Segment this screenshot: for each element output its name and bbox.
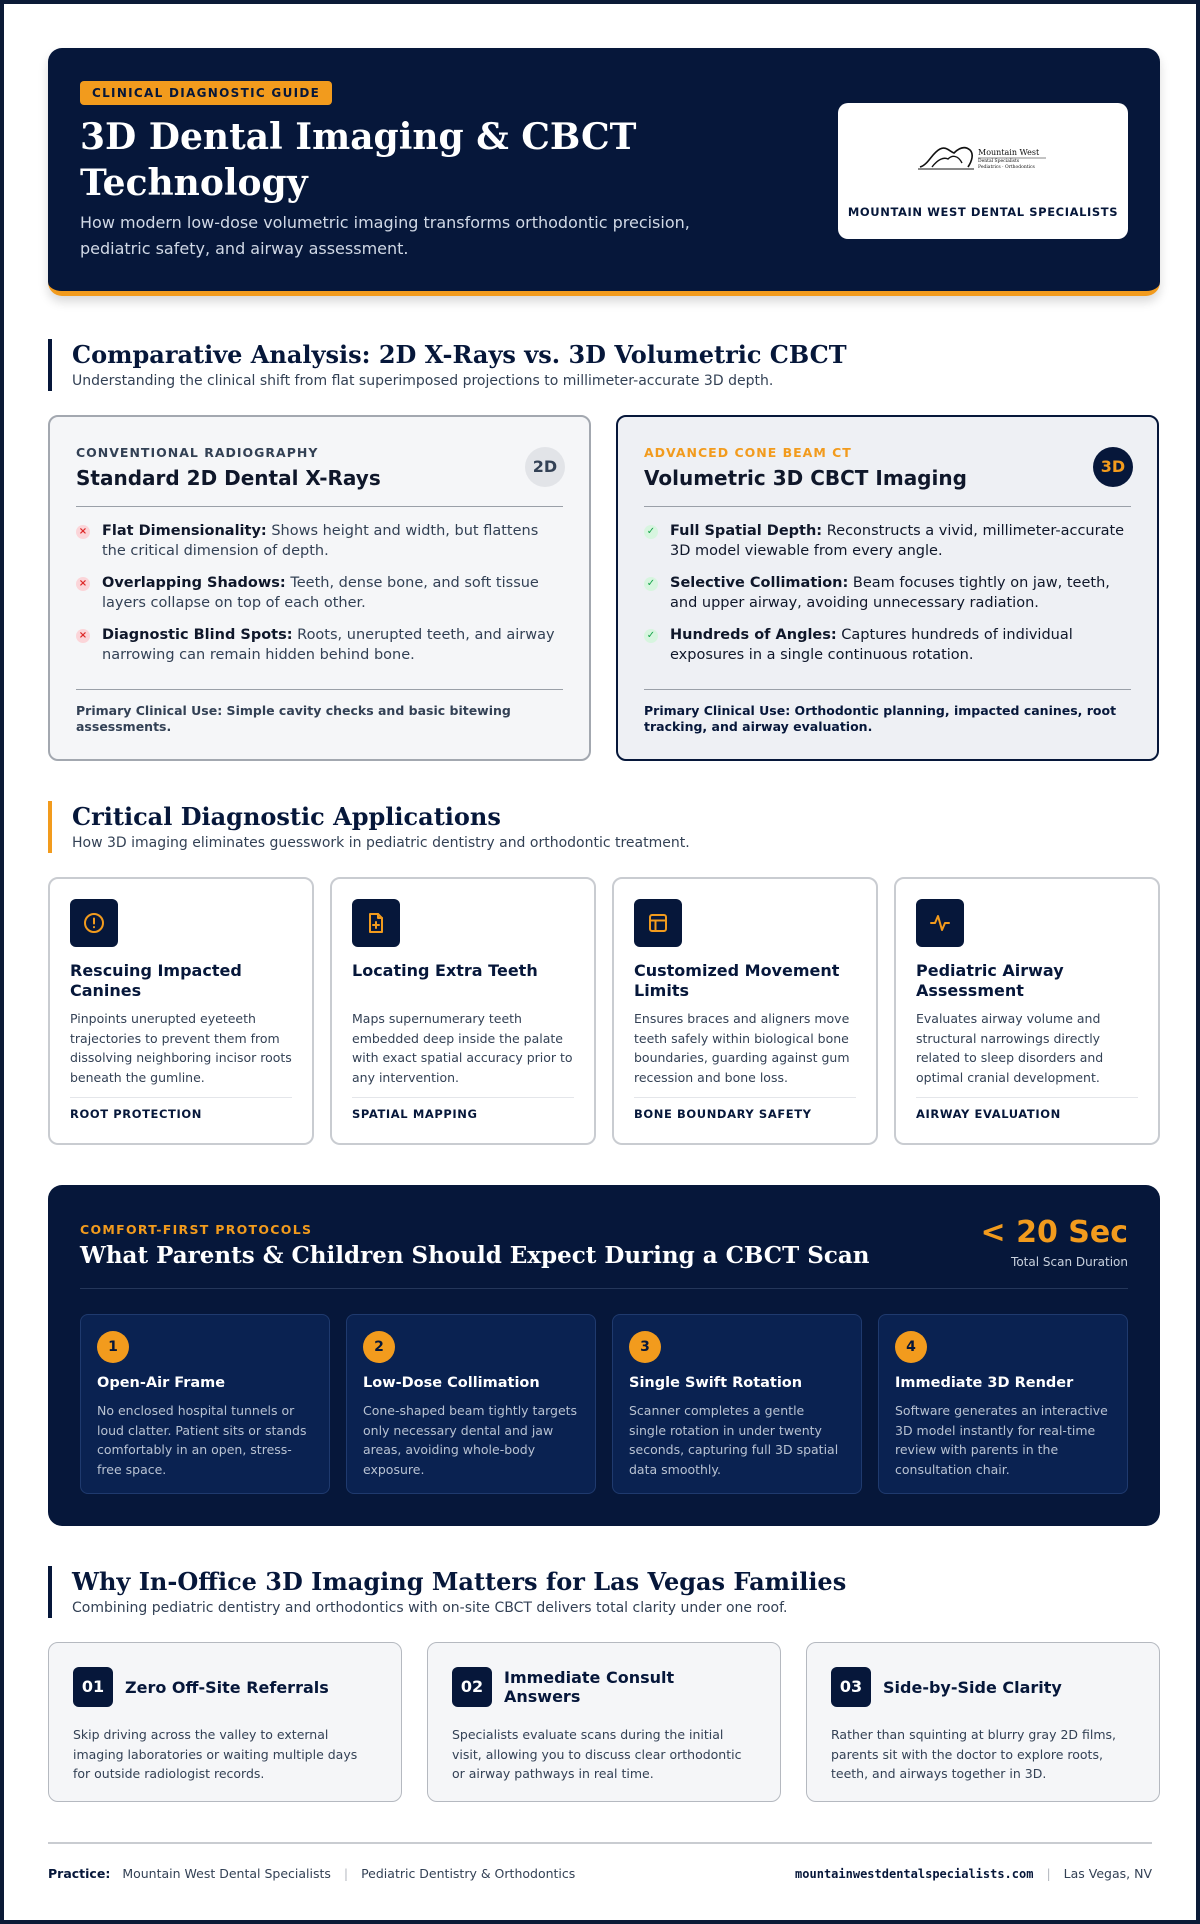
comparison-card-2d: [48, 415, 591, 761]
footer-divider: [48, 1842, 1152, 1844]
hero-banner: [48, 48, 1160, 296]
application-description: Evaluates airway volume and structural narrowings directly related to sleep disorders and optimal cranial development.: [916, 1011, 1104, 1085]
comparison-section-header: [48, 339, 1160, 391]
benefit-number: 03: [831, 1667, 871, 1707]
application-title: Customized Movement Limits: [634, 961, 840, 1000]
divider: [634, 1097, 856, 1098]
benefit-description: Skip driving across the valley to external imaging laboratories or waiting multiple days for outside radiologist records.: [73, 1727, 358, 1782]
step-title: Single Swift Rotation: [629, 1375, 803, 1391]
step-number: 3: [629, 1331, 661, 1363]
card-eyebrow: ADVANCED CONE BEAM CT: [644, 445, 852, 460]
item-label: Hundreds of Angles:: [670, 627, 837, 643]
divider: [70, 1097, 292, 1098]
list-item: [76, 573, 563, 613]
comfort-title: What Parents & Children Should Expect During a CBCT Scan: [80, 1242, 870, 1269]
divider: [76, 506, 563, 507]
application-tag: BONE BOUNDARY SAFETY: [634, 1107, 812, 1121]
scan-duration-stat: < 20 Sec: [980, 1215, 1128, 1250]
step-description: Cone-shaped beam tightly targets only necessary dental and jaw areas, avoiding whole-body exposure.: [363, 1403, 578, 1477]
alert-circle-icon: [70, 899, 118, 947]
benefit-number: 01: [73, 1667, 113, 1707]
application-description: Pinpoints unerupted eyeteeth trajectories to prevent them from dissolving neighboring incisor roots beneath the gumline.: [70, 1011, 292, 1085]
benefit-title: Zero Off-Site Referrals: [125, 1677, 329, 1697]
applications-title: Critical Diagnostic Applications: [72, 802, 501, 831]
application-card: [612, 877, 878, 1145]
check-icon: ✓: [644, 629, 658, 643]
item-text: Reconstructs a vivid, millimeter-accurate 3D model viewable from every angle.: [670, 523, 1125, 559]
benefit-title: Side-by-Side Clarity: [883, 1677, 1062, 1697]
application-tag: ROOT PROTECTION: [70, 1107, 202, 1121]
divider: [76, 689, 563, 690]
application-tag: SPATIAL MAPPING: [352, 1107, 478, 1121]
why-title: Why In-Office 3D Imaging Matters for Las Vegas Families: [72, 1567, 847, 1596]
file-plus-icon: [352, 899, 400, 947]
application-card: [894, 877, 1160, 1145]
pulse-icon: [916, 899, 964, 947]
application-description: Ensures braces and aligners move teeth safely within biological bone boundaries, guarding against gum recession and bone loss.: [634, 1011, 850, 1085]
step-title: Open-Air Frame: [97, 1375, 226, 1391]
application-title: Locating Extra Teeth: [352, 961, 538, 980]
divider: [352, 1097, 574, 1098]
comfort-protocols-panel: [48, 1185, 1160, 1526]
comparison-card-3d: [616, 415, 1159, 761]
application-card: [330, 877, 596, 1145]
x-mark-icon: ×: [76, 577, 90, 591]
guide-badge: CLINICAL DIAGNOSTIC GUIDE: [80, 81, 332, 105]
primary-use-note: Primary Clinical Use: Orthodontic planning, impacted canines, root tracking, and airway evaluation.: [644, 703, 1117, 734]
footer-location: Las Vegas, NV: [1063, 1866, 1152, 1881]
item-label: Overlapping Shadows:: [102, 575, 286, 591]
benefit-number: 02: [452, 1667, 492, 1707]
dimension-badge: 2D: [525, 447, 565, 487]
practice-name-caption: MOUNTAIN WEST DENTAL SPECIALISTS: [847, 205, 1119, 219]
step-title: Immediate 3D Render: [895, 1375, 1074, 1391]
card-title: Standard 2D Dental X-Rays: [76, 466, 381, 490]
step-number: 2: [363, 1331, 395, 1363]
list-item: [644, 573, 1131, 613]
step-description: No enclosed hospital tunnels or loud clatter. Patient sits or stands comfortably in an open, stress-free space.: [97, 1403, 307, 1477]
footer-contact: [795, 1866, 1152, 1881]
why-section-header: [48, 1566, 1160, 1618]
separator: |: [1046, 1866, 1051, 1881]
why-subtitle: Combining pediatric dentistry and orthodontics with on-site CBCT delivers total clarity under one roof.: [72, 1600, 788, 1616]
benefit-card: [806, 1642, 1160, 1802]
scan-duration-label: Total Scan Duration: [1011, 1255, 1128, 1269]
footer-practice-info: [48, 1866, 575, 1881]
application-description: Maps supernumerary teeth embedded deep inside the palate with exact spatial accuracy prior to any intervention.: [352, 1011, 573, 1085]
benefit-description: Specialists evaluate scans during the initial visit, allowing you to discuss clear orthodontic or airway pathways in real time.: [452, 1727, 742, 1782]
applications-subtitle: How 3D imaging eliminates guesswork in pediatric dentistry and orthodontic treatment.: [72, 835, 690, 851]
check-icon: ✓: [644, 577, 658, 591]
logo-line-1: Mountain West: [978, 148, 1040, 157]
separator: |: [343, 1866, 349, 1881]
card-title: Volumetric 3D CBCT Imaging: [644, 466, 967, 490]
step-number: 4: [895, 1331, 927, 1363]
application-card: [48, 877, 314, 1145]
item-text: Shows height and width, but flattens the critical dimension of depth.: [102, 523, 539, 559]
applications-section-header: [48, 801, 1160, 853]
primary-use-note: Primary Clinical Use: Simple cavity checks and basic bitewing assessments.: [76, 703, 511, 734]
website-link[interactable]: mountainwestdentalspecialists.com: [795, 1867, 1034, 1881]
step-card: [612, 1314, 862, 1494]
divider: [644, 506, 1131, 507]
item-label: Full Spatial Depth:: [670, 523, 823, 539]
divider: [644, 689, 1131, 690]
footer-specialty: Pediatric Dentistry & Orthodontics: [361, 1866, 576, 1881]
list-item: [76, 625, 563, 665]
comparison-subtitle: Understanding the clinical shift from flat superimposed projections to millimeter-accurate 3D depth.: [72, 373, 774, 389]
practice-logo-card: [838, 103, 1128, 239]
item-label: Diagnostic Blind Spots:: [102, 627, 293, 643]
list-item: [644, 625, 1131, 665]
practice-logo: [918, 141, 1053, 175]
benefit-card: [48, 1642, 402, 1802]
check-icon: ✓: [644, 525, 658, 539]
application-tag: AIRWAY EVALUATION: [916, 1107, 1061, 1121]
item-text: Beam focuses tightly on jaw, teeth, and upper airway, avoiding unnecessary radiation.: [670, 575, 1110, 611]
benefit-card: [427, 1642, 781, 1802]
item-text: Teeth, dense bone, and soft tissue layers collapse on top of each other.: [102, 575, 539, 611]
list-item: [644, 521, 1131, 561]
list-item: [76, 521, 563, 561]
step-description: Software generates an interactive 3D model instantly for real-time review with parents in the consultation chair.: [895, 1403, 1108, 1477]
divider: [80, 1288, 1128, 1289]
benefit-title: Immediate Consult Answers: [504, 1668, 675, 1706]
item-label: Flat Dimensionality:: [102, 523, 267, 539]
page-subtitle: How modern low-dose volumetric imaging transforms orthodontic precision, pediatric safety, and airway assessment.: [80, 213, 690, 258]
logo-line-3: Pediatrics · Orthodontics: [978, 165, 1035, 170]
application-title: Pediatric Airway Assessment: [916, 961, 1064, 1000]
step-title: Low-Dose Collimation: [363, 1375, 540, 1391]
item-text: Roots, unerupted teeth, and airway narrowing can remain hidden behind bone.: [102, 627, 555, 663]
limitations-list: [76, 521, 563, 665]
page-footer: [48, 1866, 1152, 1881]
x-mark-icon: ×: [76, 525, 90, 539]
layout-icon: [634, 899, 682, 947]
comparison-title: Comparative Analysis: 2D X-Rays vs. 3D Volumetric CBCT: [72, 340, 847, 369]
comfort-eyebrow: COMFORT-FIRST PROTOCOLS: [80, 1222, 313, 1237]
item-text: Captures hundreds of individual exposures in a single continuous rotation.: [670, 627, 1073, 663]
benefits-list: [644, 521, 1131, 665]
step-card: [346, 1314, 596, 1494]
item-label: Selective Collimation:: [670, 575, 849, 591]
benefit-description: Rather than squinting at blurry gray 2D films, parents sit with the doctor to explore roots, teeth, and airways together in 3D.: [831, 1727, 1117, 1782]
step-number: 1: [97, 1331, 129, 1363]
application-title: Rescuing Impacted Canines: [70, 961, 242, 1000]
x-mark-icon: ×: [76, 629, 90, 643]
footer-label: Practice:: [48, 1866, 111, 1881]
step-card: [80, 1314, 330, 1494]
step-card: [878, 1314, 1128, 1494]
logo-line-2: Dental Specialists: [978, 159, 1020, 164]
card-eyebrow: CONVENTIONAL RADIOGRAPHY: [76, 445, 319, 460]
divider: [916, 1097, 1138, 1098]
page-title: 3D Dental Imaging & CBCT Technology: [80, 116, 637, 204]
step-description: Scanner completes a gentle single rotation in under twenty seconds, capturing full 3D spatial data smoothly.: [629, 1403, 839, 1477]
footer-practice-name: Mountain West Dental Specialists: [122, 1866, 331, 1881]
dimension-badge: 3D: [1093, 447, 1133, 487]
